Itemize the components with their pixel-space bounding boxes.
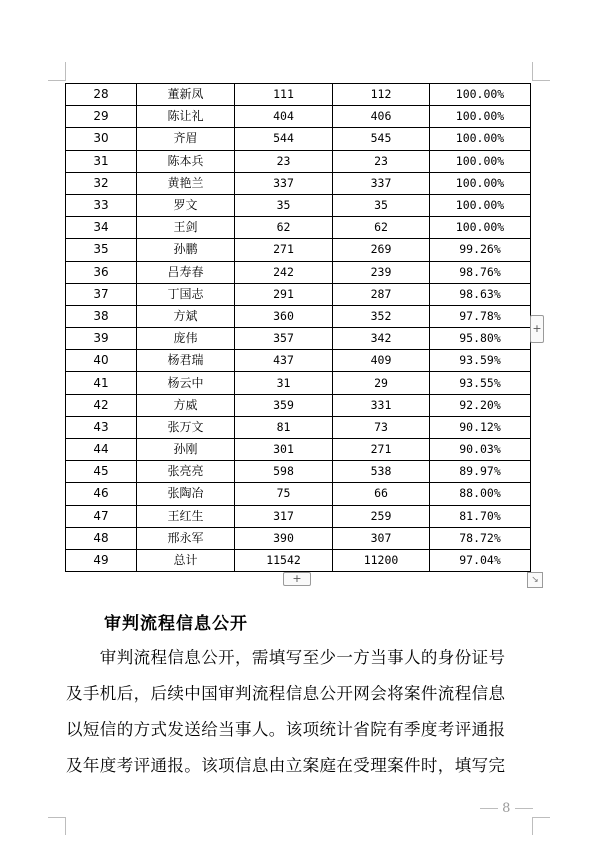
crop-mark (532, 80, 550, 81)
percent-cell[interactable]: 100.00% (430, 84, 531, 106)
row-number-cell[interactable]: 37 (66, 283, 137, 305)
row-number-cell[interactable]: 29 (66, 106, 137, 128)
name-cell[interactable]: 罗文 (137, 194, 235, 216)
percent-cell[interactable]: 90.12% (430, 416, 531, 438)
value-b-cell[interactable]: 29 (333, 372, 430, 394)
name-cell[interactable]: 陈让礼 (137, 106, 235, 128)
table-row (66, 84, 531, 106)
value-a-cell[interactable]: 544 (235, 128, 333, 150)
table-row (66, 172, 531, 194)
table-row (66, 394, 531, 416)
row-number-cell[interactable]: 39 (66, 328, 137, 350)
paragraph-line: 及年度考评通报。该项信息由立案庭在受理案件时，填写完 (66, 756, 506, 775)
row-number-cell[interactable]: 42 (66, 394, 137, 416)
table-row (66, 239, 531, 261)
value-b-cell[interactable]: 239 (333, 261, 430, 283)
name-cell[interactable]: 王剑 (137, 217, 235, 239)
percent-cell[interactable]: 81.70% (430, 505, 531, 527)
name-cell[interactable]: 邢永军 (137, 527, 235, 549)
page-number-value: 8 (502, 801, 511, 816)
row-number-cell[interactable]: 47 (66, 505, 137, 527)
name-cell[interactable]: 张万文 (137, 416, 235, 438)
value-a-cell[interactable]: 437 (235, 350, 333, 372)
value-b-cell[interactable]: 406 (333, 106, 430, 128)
percent-cell[interactable]: 100.00% (430, 217, 531, 239)
crop-mark (48, 817, 66, 818)
value-b-cell[interactable]: 337 (333, 172, 430, 194)
name-cell[interactable]: 方斌 (137, 305, 235, 327)
page-number (480, 801, 533, 816)
value-b-cell[interactable]: 23 (333, 150, 430, 172)
percent-cell[interactable]: 100.00% (430, 106, 531, 128)
value-a-cell[interactable]: 337 (235, 172, 333, 194)
percent-cell[interactable]: 98.76% (430, 261, 531, 283)
table-row (66, 416, 531, 438)
table-row (66, 305, 531, 327)
row-number-cell[interactable]: 32 (66, 172, 137, 194)
value-b-cell[interactable]: 287 (333, 283, 430, 305)
row-number-cell[interactable]: 49 (66, 549, 137, 571)
value-a-cell[interactable]: 271 (235, 239, 333, 261)
percent-cell[interactable]: 78.72% (430, 527, 531, 549)
value-a-cell[interactable]: 242 (235, 261, 333, 283)
statistics-table[interactable] (65, 83, 531, 572)
percent-cell[interactable]: 100.00% (430, 172, 531, 194)
value-a-cell[interactable]: 62 (235, 217, 333, 239)
value-b-cell[interactable]: 271 (333, 439, 430, 461)
table-row (66, 372, 531, 394)
value-b-cell[interactable]: 259 (333, 505, 430, 527)
row-number-cell[interactable]: 28 (66, 84, 137, 106)
percent-cell[interactable]: 100.00% (430, 128, 531, 150)
crop-mark (65, 62, 66, 80)
row-number-cell[interactable]: 44 (66, 439, 137, 461)
value-b-cell[interactable]: 545 (333, 128, 430, 150)
name-cell[interactable]: 董新凤 (137, 84, 235, 106)
name-cell[interactable]: 庞伟 (137, 328, 235, 350)
value-b-cell[interactable]: 62 (333, 217, 430, 239)
value-a-cell[interactable]: 75 (235, 483, 333, 505)
value-a-cell[interactable]: 359 (235, 394, 333, 416)
row-number-cell[interactable]: 38 (66, 305, 137, 327)
value-a-cell[interactable]: 598 (235, 461, 333, 483)
row-number-cell[interactable]: 46 (66, 483, 137, 505)
value-a-cell[interactable]: 23 (235, 150, 333, 172)
crop-mark (532, 62, 533, 80)
name-cell[interactable]: 孙鹏 (137, 239, 235, 261)
paragraph-line: 以短信的方式发送给当事人。该项统计省院有季度考评通报 (66, 720, 506, 739)
value-b-cell[interactable]: 35 (333, 194, 430, 216)
row-number-cell[interactable]: 45 (66, 461, 137, 483)
percent-cell[interactable]: 98.63% (430, 283, 531, 305)
percent-cell[interactable]: 99.26% (430, 239, 531, 261)
section-heading: 审判流程信息公开 (104, 614, 248, 634)
value-b-cell[interactable]: 269 (333, 239, 430, 261)
crop-mark (65, 817, 66, 835)
paragraph-line: 及手机后，后续中国审判流程信息公开网会将案件流程信息 (66, 684, 506, 703)
crop-mark (532, 817, 550, 818)
row-number-cell[interactable]: 30 (66, 128, 137, 150)
name-cell[interactable]: 孙刚 (137, 439, 235, 461)
name-cell[interactable]: 张陶冶 (137, 483, 235, 505)
table-row (66, 483, 531, 505)
value-b-cell[interactable]: 331 (333, 394, 430, 416)
percent-cell[interactable]: 90.03% (430, 439, 531, 461)
table-row (66, 549, 531, 571)
table-resize-handle[interactable]: ↘ (527, 572, 543, 588)
row-number-cell[interactable]: 43 (66, 416, 137, 438)
page-number-dash (480, 808, 498, 809)
value-a-cell[interactable]: 81 (235, 416, 333, 438)
row-number-cell[interactable]: 48 (66, 527, 137, 549)
value-a-cell[interactable]: 360 (235, 305, 333, 327)
row-number-cell[interactable]: 35 (66, 239, 137, 261)
value-a-cell[interactable]: 317 (235, 505, 333, 527)
value-a-cell[interactable]: 11542 (235, 549, 333, 571)
value-a-cell[interactable]: 31 (235, 372, 333, 394)
name-cell[interactable]: 黄艳兰 (137, 172, 235, 194)
crop-mark (48, 80, 66, 81)
value-a-cell[interactable]: 390 (235, 527, 333, 549)
percent-cell[interactable]: 92.20% (430, 394, 531, 416)
name-cell[interactable]: 杨君瑞 (137, 350, 235, 372)
table-row (66, 328, 531, 350)
value-b-cell[interactable]: 352 (333, 305, 430, 327)
add-column-button[interactable]: + (530, 315, 544, 343)
table-row (66, 150, 531, 172)
value-a-cell[interactable]: 404 (235, 106, 333, 128)
row-number-cell[interactable]: 34 (66, 217, 137, 239)
name-cell[interactable]: 陈本兵 (137, 150, 235, 172)
value-b-cell[interactable]: 112 (333, 84, 430, 106)
add-row-button[interactable]: + (283, 572, 311, 586)
name-cell[interactable]: 杨云中 (137, 372, 235, 394)
value-b-cell[interactable]: 73 (333, 416, 430, 438)
section-paragraph (66, 640, 536, 784)
name-cell[interactable]: 张亮亮 (137, 461, 235, 483)
name-cell[interactable]: 丁国志 (137, 283, 235, 305)
row-number-cell[interactable]: 36 (66, 261, 137, 283)
table-row (66, 128, 531, 150)
table-row (66, 527, 531, 549)
value-a-cell[interactable]: 111 (235, 84, 333, 106)
table-row (66, 261, 531, 283)
percent-cell[interactable]: 100.00% (430, 194, 531, 216)
value-a-cell[interactable]: 301 (235, 439, 333, 461)
name-cell[interactable]: 总计 (137, 549, 235, 571)
table-row (66, 217, 531, 239)
value-a-cell[interactable]: 291 (235, 283, 333, 305)
table-row (66, 106, 531, 128)
table-row (66, 283, 531, 305)
table-row (66, 505, 531, 527)
table-row (66, 439, 531, 461)
percent-cell[interactable]: 97.04% (430, 549, 531, 571)
row-number-cell[interactable]: 33 (66, 194, 137, 216)
row-number-cell[interactable]: 31 (66, 150, 137, 172)
percent-cell[interactable]: 97.78% (430, 305, 531, 327)
table-row (66, 350, 531, 372)
row-number-cell[interactable]: 41 (66, 372, 137, 394)
percent-cell[interactable]: 95.80% (430, 328, 531, 350)
paragraph-line: 审判流程信息公开，需填写至少一方当事人的身份证号 (66, 648, 506, 667)
percent-cell[interactable]: 88.00% (430, 483, 531, 505)
value-a-cell[interactable]: 35 (235, 194, 333, 216)
table-row (66, 461, 531, 483)
value-b-cell[interactable]: 66 (333, 483, 430, 505)
value-b-cell[interactable]: 409 (333, 350, 430, 372)
percent-cell[interactable]: 100.00% (430, 150, 531, 172)
percent-cell[interactable]: 93.59% (430, 350, 531, 372)
value-b-cell[interactable]: 11200 (333, 549, 430, 571)
name-cell[interactable]: 王红生 (137, 505, 235, 527)
crop-mark (532, 817, 533, 835)
page-number-dash (515, 808, 533, 809)
name-cell[interactable]: 齐眉 (137, 128, 235, 150)
value-a-cell[interactable]: 357 (235, 328, 333, 350)
table-row (66, 194, 531, 216)
row-number-cell[interactable]: 40 (66, 350, 137, 372)
value-b-cell[interactable]: 342 (333, 328, 430, 350)
percent-cell[interactable]: 89.97% (430, 461, 531, 483)
value-b-cell[interactable]: 538 (333, 461, 430, 483)
value-b-cell[interactable]: 307 (333, 527, 430, 549)
percent-cell[interactable]: 93.55% (430, 372, 531, 394)
name-cell[interactable]: 方威 (137, 394, 235, 416)
name-cell[interactable]: 吕寿春 (137, 261, 235, 283)
